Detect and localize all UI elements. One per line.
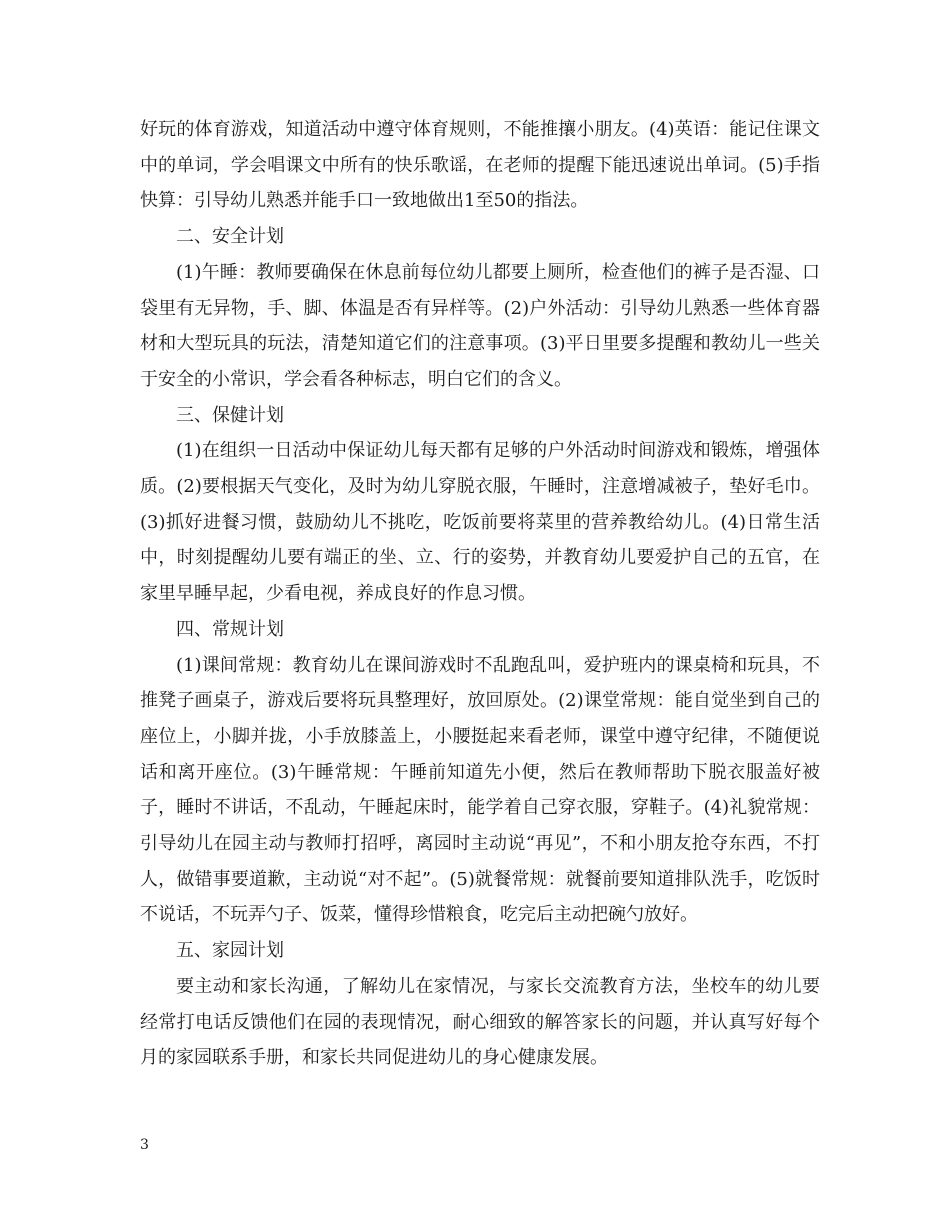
section-heading-routine: 四、常规计划 bbox=[176, 618, 284, 640]
section-heading-health: 三、保健计划 bbox=[176, 404, 284, 426]
page-number: 3 bbox=[140, 1137, 149, 1153]
section-heading-safety: 二、安全计划 bbox=[176, 226, 284, 248]
paragraph-safety: (1)午睡：教师要确保在休息前每位幼儿都要上厕所，检查他们的裤子是否湿、口袋里有无异物，手、脚、体温是否有异样等。(2)户外活动：引导幼儿熟悉一些体育器材和大型玩具的玩法，清楚知道它们的注意事项。(3)平日里要多提醒和教幼儿一些关于安全的小常识，学会看各种标志，明白它们的含义。 bbox=[140, 261, 820, 390]
section-heading-home-school: 五、家园计划 bbox=[176, 940, 284, 962]
page-content bbox=[140, 112, 820, 1076]
paragraph-health: (1)在组织一日活动中保证幼儿每天都有足够的户外活动时间游戏和锻炼，增强体质。(2)要根据天气变化，及时为幼儿穿脱衣服，午睡时，注意增减被子，垫好毛巾。(3)抓好进餐习惯，鼓励幼儿不挑吃，吃饭前要将菜里的营养教给幼儿。(4)日常生活中，时刻提醒幼儿要有端正的坐、立、行的姿势，并教育幼儿要爱护自己的五官，在家里早睡早起，少看电视，养成良好的作息习惯。 bbox=[140, 440, 820, 605]
paragraph-body-continuation: 好玩的体育游戏，知道活动中遵守体育规则，不能推攘小朋友。(4)英语：能记住课文中的单词，学会唱课文中所有的快乐歌谣，在老师的提醒下能迅速说出单词。(5)手指快算：引导幼儿熟悉并能手口一致地做出1至50的指法。 bbox=[140, 119, 820, 212]
paragraph-home-school: 要主动和家长沟通，了解幼儿在家情况，与家长交流教育方法，坐校车的幼儿要经常打电话反馈他们在园的表现情况，耐心细致的解答家长的问题，并认真写好每个月的家园联系手册，和家长共同促进幼儿的身心健康发展。 bbox=[140, 975, 820, 1069]
paragraph-routine: (1)课间常规：教育幼儿在课间游戏时不乱跑乱叫，爱护班内的课桌椅和玩具，不推凳子画桌子，游戏后要将玩具整理好，放回原处。(2)课堂常规：能自觉坐到自己的座位上，小脚并拢，小手放膝盖上，小腰挺起来看老师，课堂中遵守纪律，不随便说话和离开座位。(3)午睡常规：午睡前知道先小便，然后在教师帮助下脱衣服盖好被子，睡时不讲话，不乱动，午睡起床时，能学着自己穿衣服，穿鞋子。(4)礼貌常规：引导幼儿在园主动与教师打招呼，离园时主动说“再见”，不和小朋友抢夺东西，不打人，做错事要道歉，主动说“对不起”。(5)就餐常规：就餐前要知道排队洗手，吃饭时不说话，不玩弄勺子、饭菜，懂得珍惜粮食，吃完后主动把碗勺放好。 bbox=[140, 654, 820, 926]
